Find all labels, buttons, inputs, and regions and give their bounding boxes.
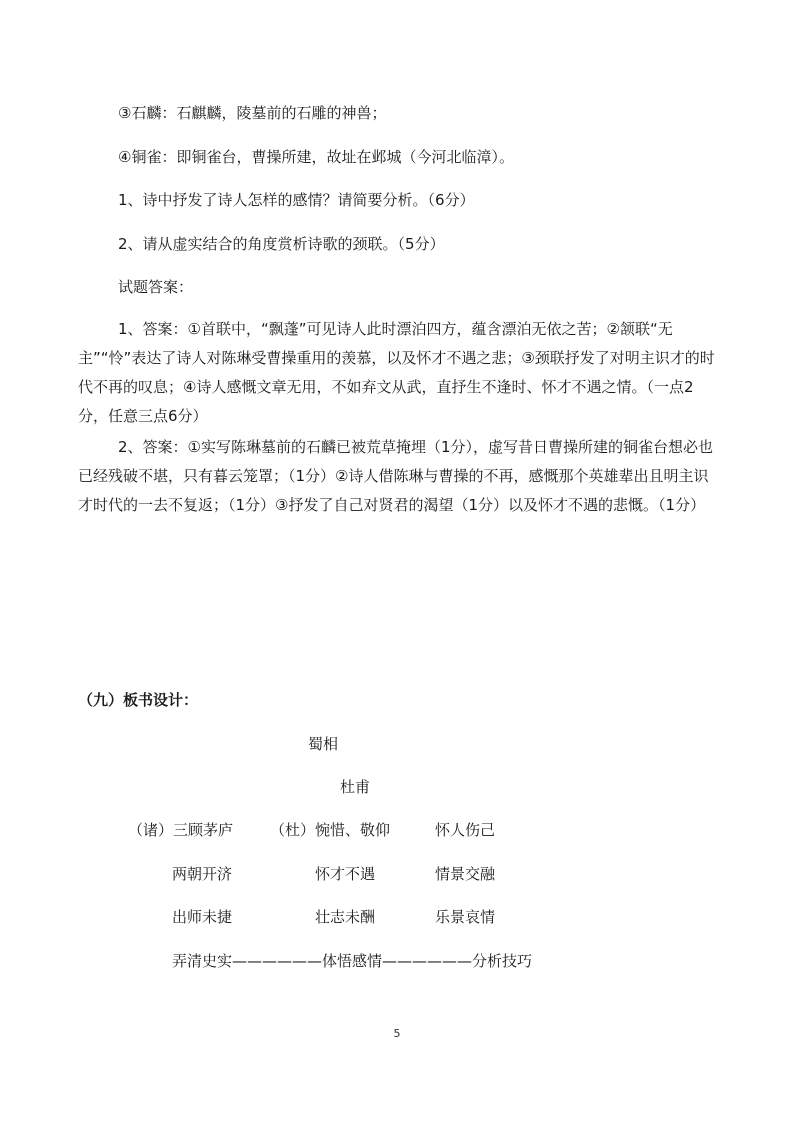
note-4: ④铜雀：即铜雀台，曹操所建，故址在邺城（今河北临漳）。 xyxy=(118,148,514,166)
board-row1-col3: 怀人伤己 xyxy=(435,821,496,839)
board-title-shuxiang: 蜀相 xyxy=(308,735,339,753)
answer-2-text: 2、答案：①实写陈琳墓前的石麟已被荒草掩埋（1分），虚写昔日曹操所建的铜雀台想必也已经残破不堪，只有暮云笼罩；（1分）②诗人借陈琳与曹操的不再，感慨那个英雄辈出且明主识才时代的一去不复返；（1分）③抒发了自己对贤君的渴望（1分）以及怀才不遇的悲慨。（1分） xyxy=(78,438,714,514)
board-row3-col3: 乐景哀情 xyxy=(435,908,496,926)
board-title-dufu: 杜甫 xyxy=(340,778,371,796)
board-row3-col1: 出师未捷 xyxy=(172,908,233,926)
question-2: 2、请从虚实结合的角度赏析诗歌的颈联。（5分） xyxy=(118,235,445,253)
board-row2-col2: 怀才不遇 xyxy=(315,865,376,883)
board-row1-col2: （杜）惋惜、敬仰 xyxy=(270,821,391,839)
answers-heading: 试题答案： xyxy=(118,278,194,296)
page-number: 5 xyxy=(393,1027,401,1040)
board-summary: 弄清史实——————体悟感情——————分析技巧 xyxy=(172,952,533,970)
answer-1 xyxy=(78,315,718,431)
board-row2-col1: 两朝开济 xyxy=(172,865,233,883)
answer-1-text: 1、答案：①首联中，“飘蓬”可见诗人此时漂泊四方，蕴含漂泊无依之苦；②颔联“无主”“怜”表达了诗人对陈琳受曹操重用的羡慕，以及怀才不遇之悲；③颈联抒发了对明主识才的时代不再的叹息；④诗人感慨文章无用，不如弃文从武，直抒生不逢时、怀才不遇之情。（一点2分，任意三点6分） xyxy=(78,320,715,425)
question-1: 1、诗中抒发了诗人怎样的感情？请简要分析。（6分） xyxy=(118,191,475,209)
board-row1-col1: （诸）三顾茅庐 xyxy=(128,821,234,839)
board-heading: （九）板书设计： xyxy=(78,691,199,709)
board-row2-col3: 情景交融 xyxy=(435,865,496,883)
note-3: ③石麟：石麒麟，陵墓前的石雕的神兽； xyxy=(118,104,387,122)
board-row3-col2: 壮志未酬 xyxy=(315,908,376,926)
answer-2 xyxy=(78,433,718,520)
